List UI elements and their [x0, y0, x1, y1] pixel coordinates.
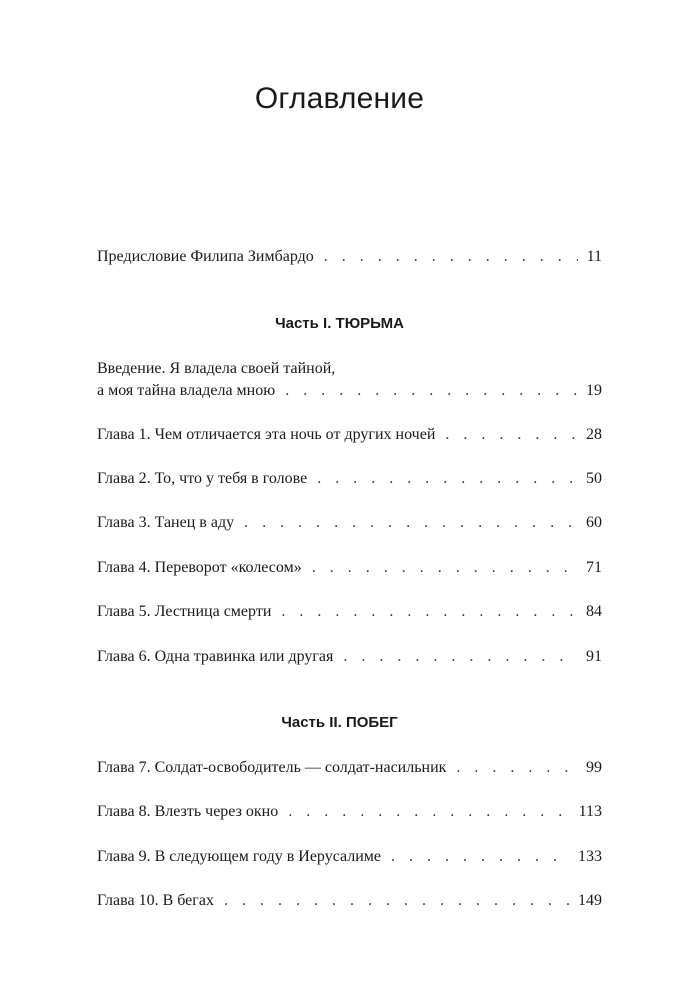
dot-leader [317, 468, 578, 490]
page-number: 50 [586, 470, 602, 487]
entry-label: Глава 9. В следующем году в Иерусалиме [97, 848, 382, 865]
part-1-heading: Часть I. ТЮРЬМА [275, 315, 404, 332]
entry-label: Глава 10. В бегах [97, 892, 214, 909]
dot-leader [312, 557, 578, 579]
toc-entry-chapter-10[interactable] [97, 890, 602, 912]
page-number: 149 [578, 892, 602, 909]
page-number: 133 [578, 848, 602, 865]
page-title: Оглавление [254, 82, 425, 115]
toc-entry-chapter-5[interactable] [97, 601, 602, 623]
dot-leader [244, 512, 578, 534]
entry-label: Глава 3. Танец в аду [97, 514, 235, 531]
page-number: 11 [586, 248, 602, 265]
toc-entry-introduction[interactable] [97, 358, 602, 402]
entry-label: Глава 8. Влезть через окно [97, 803, 279, 820]
page-number: 113 [578, 803, 602, 820]
toc-entry-chapter-9[interactable] [97, 846, 602, 868]
toc-entry-chapter-1[interactable] [97, 424, 602, 446]
toc-entry-chapter-3[interactable] [97, 512, 602, 534]
toc-entry-chapter-7[interactable] [97, 757, 602, 779]
page-number: 91 [586, 648, 602, 665]
part-2-heading: Часть II. ПОБЕГ [281, 714, 398, 731]
dot-leader [445, 424, 578, 446]
page-number: 19 [586, 382, 602, 399]
toc-entry-chapter-8[interactable] [97, 801, 602, 823]
toc-entry-chapter-4[interactable] [97, 557, 602, 579]
entry-label: Глава 1. Чем отличается эта ночь от других ночей [97, 426, 436, 443]
toc-entry-chapter-6[interactable] [97, 646, 602, 668]
dot-leader [343, 646, 578, 668]
dot-leader [324, 246, 578, 268]
entry-label: Глава 5. Лестница смерти [97, 603, 272, 620]
dot-leader [281, 601, 578, 623]
page-number: 71 [586, 559, 602, 576]
page-number: 28 [586, 426, 602, 443]
toc-entry-chapter-2[interactable] [97, 468, 602, 490]
page-number: 84 [586, 603, 602, 620]
dot-leader [288, 801, 572, 823]
dot-leader [391, 846, 572, 868]
entry-label-line-2: а моя тайна владела мною [97, 382, 276, 399]
entry-label: Глава 7. Солдат-освободитель — солдат-насильник [97, 759, 447, 776]
entry-label-line-1: Введение. Я владела своей тайной, [97, 360, 336, 377]
entry-label: Предисловие Филипа Зимбардо [97, 248, 314, 265]
page-number: 99 [586, 759, 602, 776]
entry-label: Глава 2. То, что у тебя в голове [97, 470, 308, 487]
dot-leader [224, 890, 572, 912]
entry-label: Глава 4. Переворот «колесом» [97, 559, 302, 576]
dot-leader [285, 380, 578, 402]
entry-label: Глава 6. Одна травинка или другая [97, 648, 334, 665]
toc-entry-preface[interactable] [97, 246, 602, 268]
page-number: 60 [586, 514, 602, 531]
dot-leader [456, 757, 578, 779]
